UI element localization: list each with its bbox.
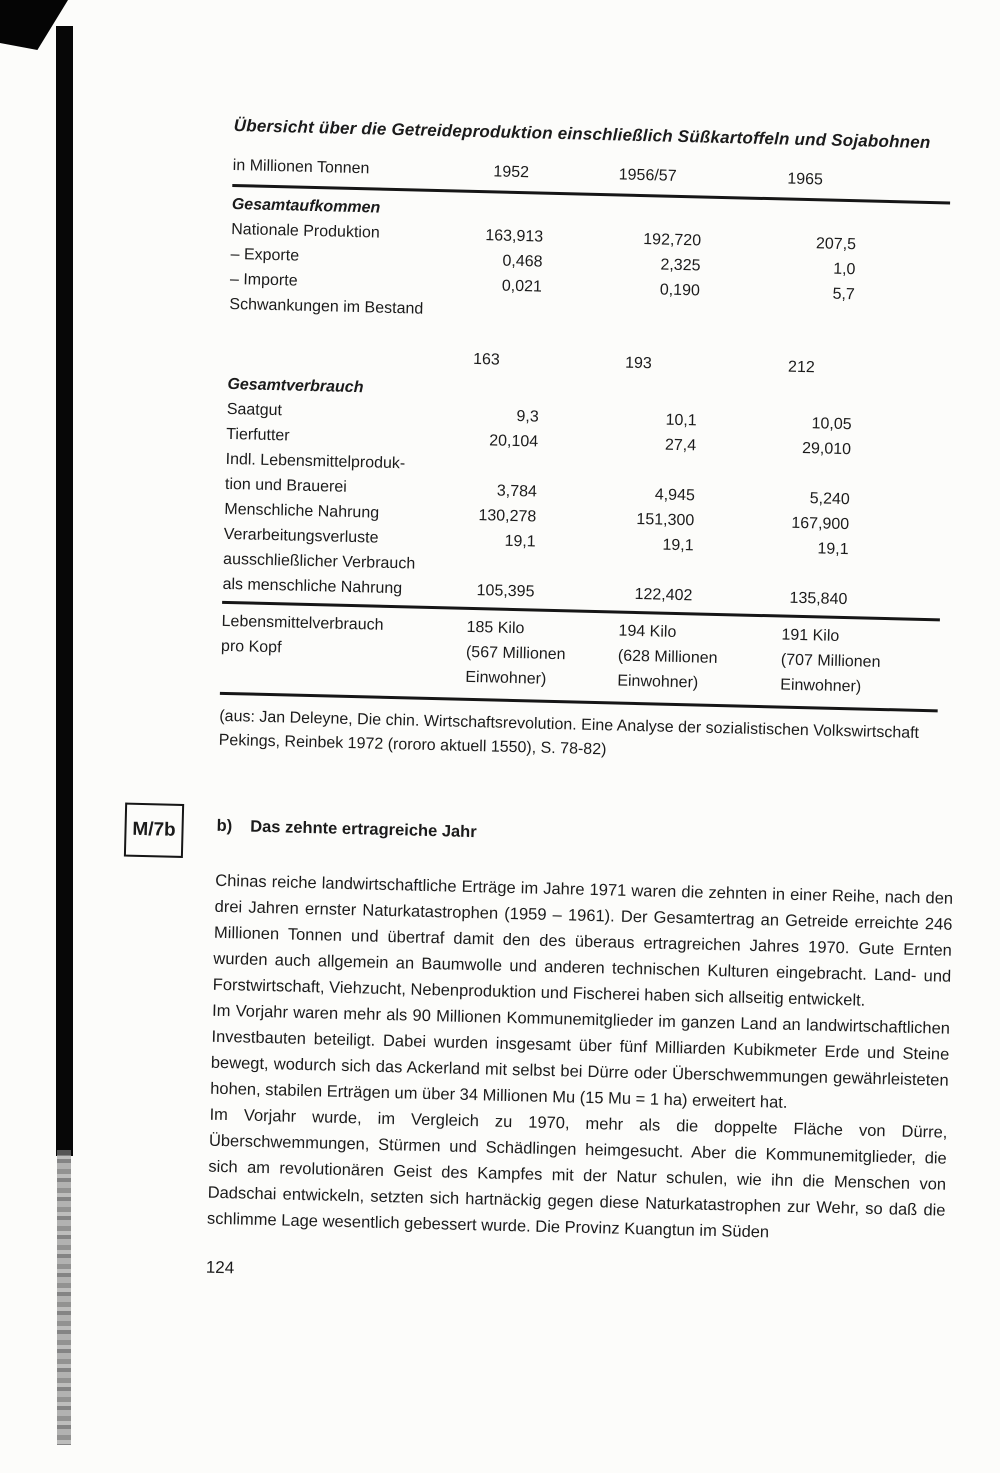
- scan-artifact-binding-bar: [56, 26, 73, 1156]
- page-number: 124: [205, 1257, 235, 1278]
- row-label: Saatgut: [226, 400, 283, 420]
- section-heading: [216, 817, 954, 854]
- cell-value: 19,1: [504, 532, 536, 551]
- row-label: ausschließlicher Verbrauch als menschliche Nahrung: [222, 550, 416, 598]
- cell-value: 5,240: [809, 490, 851, 509]
- cell-value: [589, 326, 749, 330]
- cell-value: 10,05: [811, 415, 852, 434]
- cell-value: 9,3: [516, 407, 539, 426]
- row-label: – Exporte: [230, 245, 300, 265]
- cell-value: 207,5: [815, 235, 857, 254]
- per-capita-value: 185 Kilo (567 Millionen Einwohner): [465, 618, 566, 688]
- cell-value: [474, 323, 589, 326]
- source-citation: (aus: Jan Deleyne, Die chin. Wirtschaftsrevolution. Eine Analyse der sozialistischen Volkswirtschaft Pekings, Reinbek 1972 (rororo aktuell 1550), S. 78-82): [218, 707, 920, 759]
- cell-value: 20,104: [488, 432, 539, 451]
- row-label: – Importe: [229, 270, 298, 290]
- cell-value: 105,395: [476, 582, 535, 601]
- cell-value: 10,1: [665, 411, 697, 430]
- subtotal-value: 193: [624, 354, 652, 373]
- row-label: Menschliche Nahrung: [224, 500, 380, 522]
- per-capita-row: [220, 601, 940, 702]
- page-content: [132, 116, 972, 1296]
- cell-value: 0,190: [659, 281, 701, 300]
- section-heading-text: Das zehnte ertragreiche Jahr: [250, 817, 477, 842]
- cell-value: 0,021: [501, 277, 543, 296]
- cell-value: 192,720: [643, 231, 702, 250]
- section-heading-gesamtverbrauch: Gesamtverbrauch: [227, 375, 364, 397]
- column-header-1956-57: 1956/57: [618, 166, 677, 185]
- section-heading-gesamtaufkommen: Gesamtaufkommen: [231, 195, 381, 217]
- scan-artifact-binding-bar-fade: [57, 1150, 71, 1445]
- cell-value: 29,010: [801, 439, 852, 459]
- cell-value: 3,784: [496, 482, 538, 501]
- cell-value: 0,468: [502, 252, 543, 271]
- section-b: [132, 816, 955, 1250]
- subtotal-value: 163: [472, 350, 501, 369]
- cell-value: [749, 330, 914, 334]
- cell-value: 1,0: [832, 260, 856, 279]
- row-label: Verarbeitungsverluste: [223, 525, 379, 547]
- row-label: Indl. Lebensmittelproduk- tion und Brauerei: [224, 450, 406, 496]
- table-unit-label: in Millionen Tonnen: [232, 156, 370, 178]
- cell-value: 167,900: [791, 514, 850, 534]
- paragraph: Im Vorjahr waren mehr als 90 Millionen Kommunemitglieder im ganzen Land an landwirtschaftlichen Investbauten beteiligt. Dabei wurden insgesamt über fünf Milliarden Kubikmeter Erde und Steine bewegt, wodurch sich das Ackerland mit selbst bei Dürre oder Überschwemmungen gewährleisteten hohen, stabilen Erträgen um über 34 Millionen Mu (15 Mu = 1 ha) erweitert hat.: [210, 1001, 951, 1112]
- cell-value: 151,300: [636, 510, 695, 530]
- section-heading-prefix: b): [216, 816, 233, 836]
- body-text: [207, 868, 954, 1250]
- cell-value: 27,4: [664, 436, 697, 455]
- row-label: Nationale Produktion: [231, 220, 380, 242]
- cell-value: 4,945: [654, 486, 696, 505]
- cell-value: 135,840: [789, 589, 848, 609]
- row-label: [228, 341, 474, 372]
- cell-value: 5,7: [832, 285, 856, 304]
- row-label: Lebensmittelverbrauch pro Kopf: [220, 612, 384, 657]
- cell-value: 19,1: [662, 536, 694, 555]
- subtotal-value: 212: [787, 358, 815, 377]
- per-capita-value: 194 Kilo (628 Millionen Einwohner): [617, 622, 718, 692]
- column-header-1965: 1965: [787, 170, 824, 189]
- cell-value: 19,1: [817, 540, 849, 559]
- cell-value: 163,913: [485, 227, 544, 246]
- row-label: Tierfutter: [226, 425, 290, 445]
- per-capita-value: 191 Kilo (707 Millionen Einwohner): [780, 626, 881, 696]
- cell-value: 122,402: [634, 585, 693, 605]
- cell-value: 2,325: [660, 256, 701, 275]
- cell-value: 130,278: [478, 507, 537, 526]
- column-header-1952: 1952: [493, 163, 530, 182]
- grain-production-table: [220, 153, 951, 712]
- paragraph: Im Vorjahr wurde, im Vergleich zu 1970, mehr als die doppelte Fläche von Dürre, Überschwemmungen, Stürmen und Schädlingen heimgesucht. Aber die Kommunemitglieder, die sich am revolutionären Geist des Kampfes mit der Natur schulen, wie ihn die Menschen von Dadschai entwickeln, setzten sich hartnäckig gegen diese Naturkatastrophen zur Wehr, so daß die schlimme Lage wesentlich gebessert wurde. Die Provinz Kuangtun im Süden: [206, 1105, 948, 1242]
- row-label: Schwankungen im Bestand: [229, 295, 424, 318]
- table-title: Übersicht über die Getreideproduktion einschließlich Süßkartoffeln und Sojabohnen: [233, 116, 931, 153]
- margin-label-box: M/7b: [124, 803, 184, 858]
- paragraph: Chinas reiche landwirtschaftliche Erträge im Jahre 1971 waren die zehnten in einer Reihe, nach den drei Jahren ernster Naturkatastrophen (1959 – 1961). Der Gesamtertrag an Getreide erreichte 246 Millionen Tonnen und übertraf damit den des überaus ertragreichen Jahres 1970. Gute Ernten wurden auch allgemein an Baumwolle und anderen technischen Kulturen eingebracht. Land- und Forstwirtschaft, Viehzucht, Nebenproduktion und Fischerei haben sich allseitig entwickelt.: [212, 871, 954, 1010]
